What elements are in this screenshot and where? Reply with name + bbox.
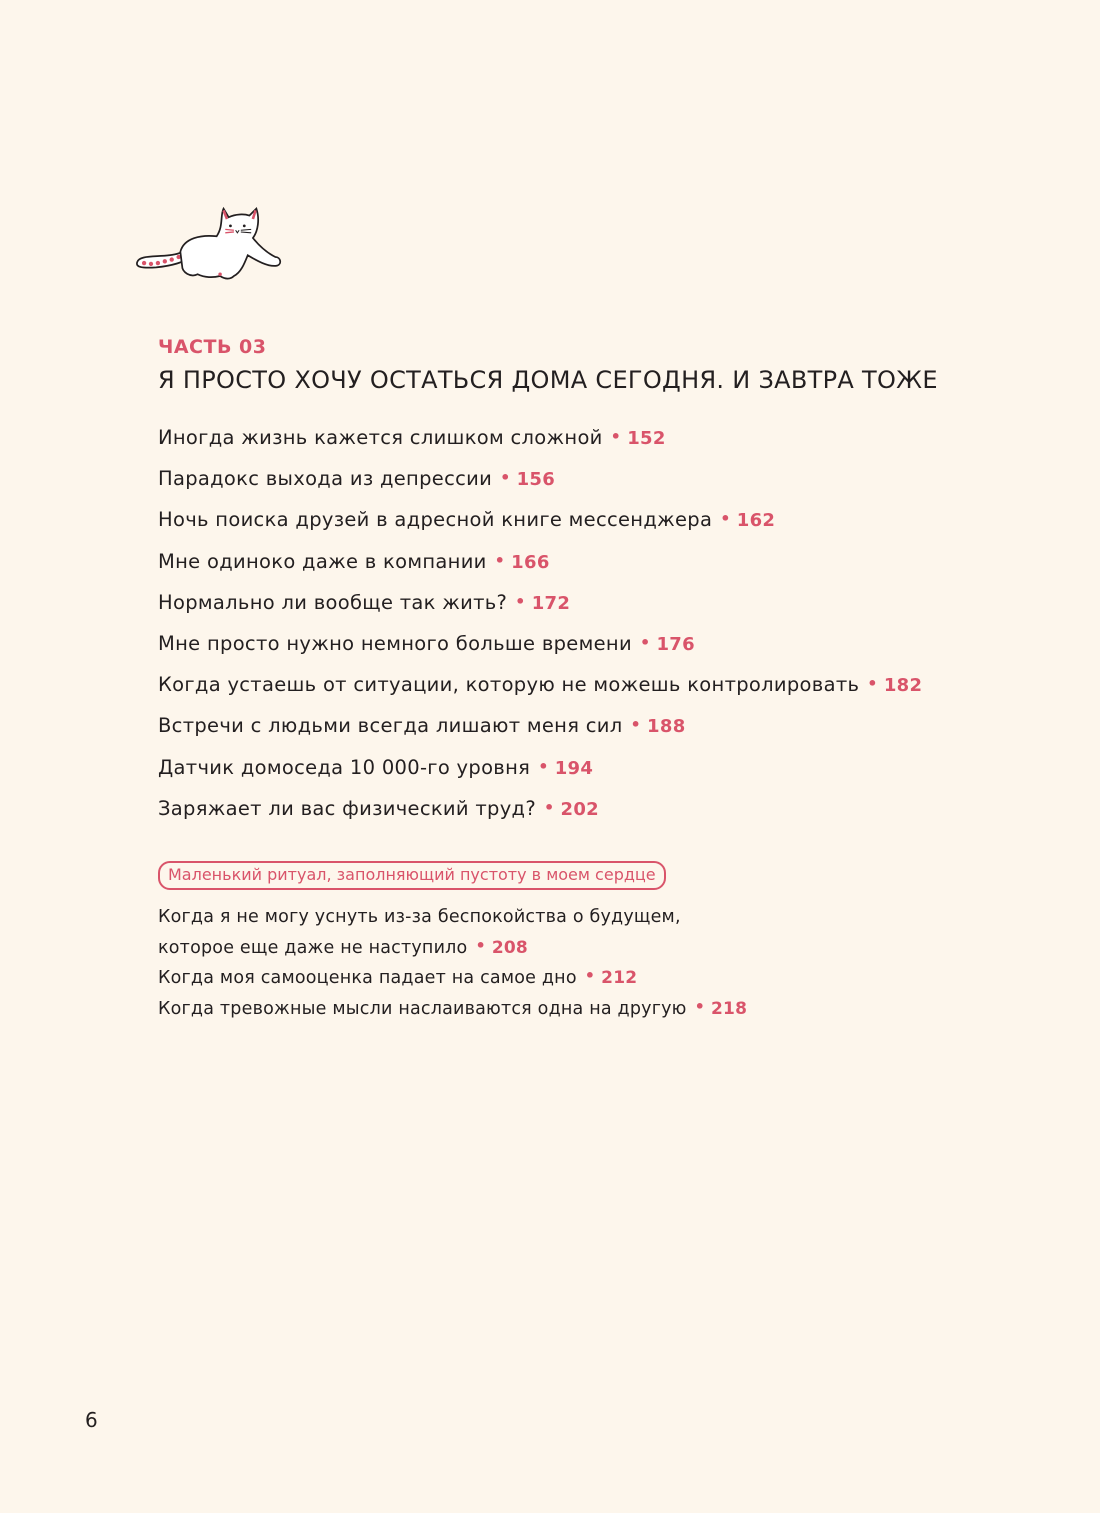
toc-item-title: Мне одиноко даже в компании bbox=[158, 549, 487, 573]
toc-item-page: 162 bbox=[736, 510, 776, 532]
toc-item-title: Нормально ли вообще так жить? bbox=[158, 590, 508, 614]
toc-item-page: 172 bbox=[531, 592, 571, 614]
ritual-item[interactable] bbox=[158, 933, 1038, 964]
toc-item[interactable] bbox=[158, 712, 1038, 753]
toc-item-page: 156 bbox=[516, 469, 556, 491]
ritual-list bbox=[158, 903, 1038, 1024]
ritual-item-page: 208 bbox=[491, 937, 528, 958]
ritual-item-title: Когда я не могу уснуть из-за беспокойства о будущем, bbox=[158, 907, 681, 927]
table-of-contents bbox=[158, 424, 1038, 836]
ritual-item-page: 218 bbox=[711, 998, 748, 1019]
toc-item-title: Ночь поиска друзей в адресной книге мессенджера bbox=[158, 508, 713, 532]
toc-item-title: Заряжает ли вас физический труд? bbox=[158, 796, 536, 820]
toc-item[interactable] bbox=[158, 506, 1038, 547]
toc-item[interactable] bbox=[158, 671, 1038, 712]
ritual-section-badge: Маленький ритуал, заполняющий пустоту в моем сердце bbox=[158, 861, 666, 890]
ritual-item-title: которое еще даже не наступило bbox=[158, 937, 468, 958]
toc-item-page: 152 bbox=[627, 428, 666, 449]
toc-item[interactable] bbox=[158, 424, 1038, 465]
toc-item[interactable] bbox=[158, 795, 1038, 836]
bullet-separator: • bbox=[584, 966, 596, 985]
cat-illustration-icon bbox=[124, 200, 292, 295]
bullet-separator: • bbox=[544, 797, 555, 817]
ritual-item-title: Когда моя самооценка падает на самое дно bbox=[158, 968, 577, 988]
ritual-item[interactable] bbox=[158, 994, 1038, 1025]
toc-item-page: 166 bbox=[511, 551, 550, 573]
toc-item[interactable] bbox=[158, 465, 1038, 506]
part-label: ЧАСТЬ 03 bbox=[158, 336, 267, 358]
bullet-separator: • bbox=[630, 715, 642, 735]
toc-item-page: 202 bbox=[560, 798, 600, 820]
toc-item-title: Парадокс выхода из депрессии bbox=[158, 467, 493, 491]
bullet-separator: • bbox=[867, 674, 878, 694]
ritual-item[interactable] bbox=[158, 963, 1038, 994]
bullet-separator: • bbox=[515, 591, 526, 611]
toc-item-page: 188 bbox=[647, 716, 686, 738]
toc-item-title: Когда устаешь от ситуации, которую не можешь контролировать bbox=[158, 673, 860, 697]
ritual-item[interactable] bbox=[158, 903, 1038, 933]
toc-item[interactable] bbox=[158, 630, 1038, 671]
bullet-separator: • bbox=[610, 427, 622, 446]
bullet-separator: • bbox=[639, 632, 651, 652]
toc-item-page: 176 bbox=[656, 633, 695, 655]
toc-item-title: Мне просто нужно немного больше времени bbox=[158, 631, 632, 655]
toc-item-page: 194 bbox=[554, 757, 594, 779]
toc-item[interactable] bbox=[158, 589, 1038, 630]
toc-item[interactable] bbox=[158, 548, 1038, 589]
bullet-separator: • bbox=[500, 468, 511, 488]
bullet-separator: • bbox=[694, 996, 706, 1016]
part-title: Я ПРОСТО ХОЧУ ОСТАТЬСЯ ДОМА СЕГОДНЯ. И ЗАВТРА ТОЖЕ bbox=[158, 366, 938, 394]
bullet-separator: • bbox=[538, 756, 549, 776]
ritual-item-page: 212 bbox=[601, 968, 638, 988]
ritual-item-title: Когда тревожные мысли наслаиваются одна на другую bbox=[158, 998, 687, 1019]
toc-item-page: 182 bbox=[883, 675, 923, 697]
bullet-separator: • bbox=[475, 935, 486, 955]
toc-item-title: Иногда жизнь кажется слишком сложной bbox=[158, 426, 603, 449]
toc-item-title: Датчик домоседа 10 000-го уровня bbox=[158, 755, 531, 779]
toc-item[interactable] bbox=[158, 754, 1038, 795]
page-number: 6 bbox=[85, 1408, 98, 1432]
bullet-separator: • bbox=[720, 509, 731, 529]
toc-item-title: Встречи с людьми всегда лишают меня сил bbox=[158, 714, 623, 738]
bullet-separator: • bbox=[494, 550, 506, 570]
